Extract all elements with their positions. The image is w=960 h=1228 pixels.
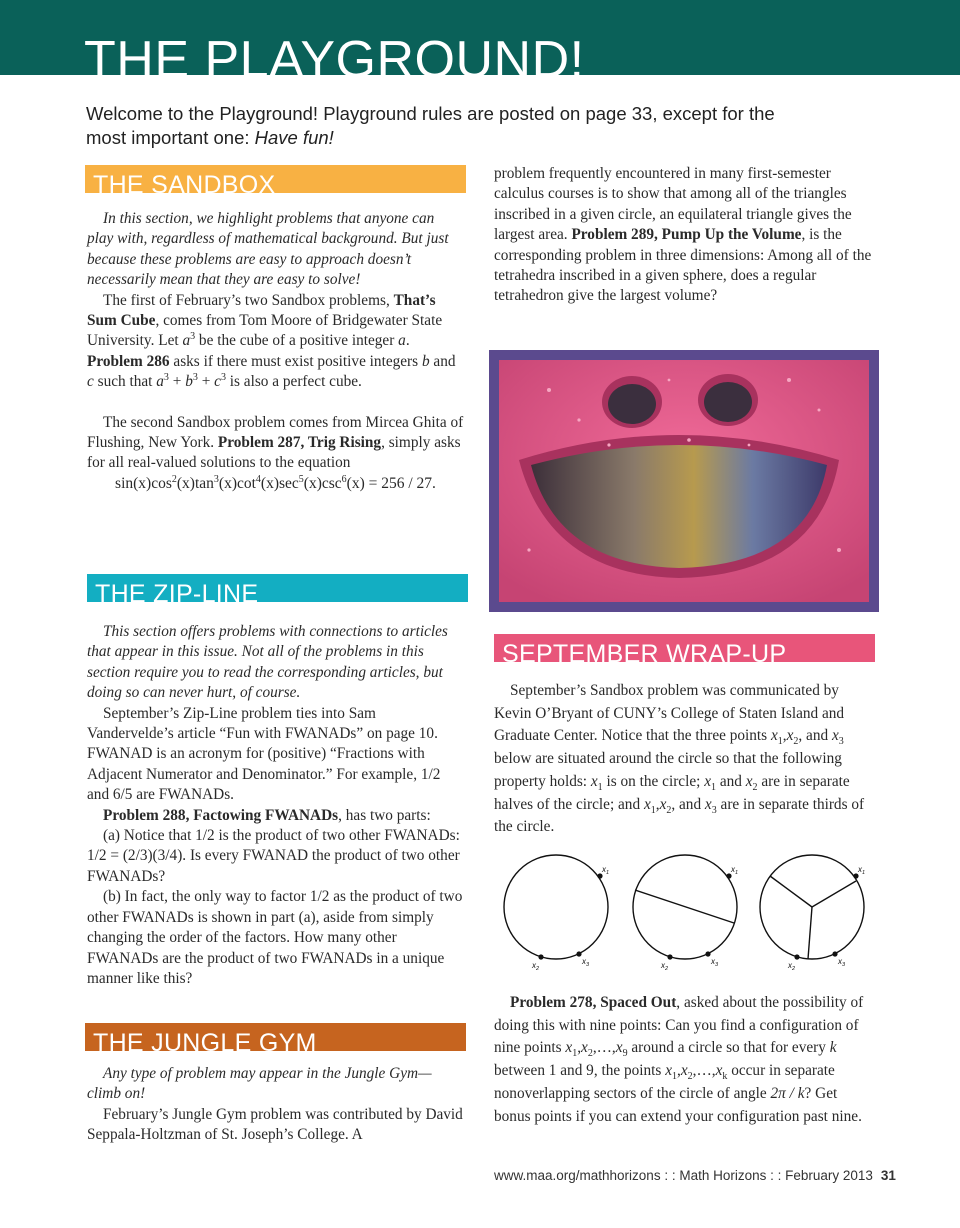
label-x2-c: $x_2$: [788, 961, 796, 972]
wrapup-heading-bar: [494, 634, 875, 662]
zipline-heading-bar: [87, 574, 468, 602]
page-title: THE PLAYGROUND!: [84, 31, 585, 78]
problem-289-paragraph: problem frequently encountered in many first-semester calculus courses is to show that among all of the triangles inscribed in a given circle, an equilateral triangle gives the largest area. Problem 289, Pump Up the Volume, is the corresponding problem in three dimensions: Among all of the tetrahedra inscribed in a given sphere, does a regular tetrahedron give the largest volume?: [494, 165, 872, 305]
right-eye: [704, 382, 752, 422]
junglegym-column: [87, 1064, 464, 1146]
halves-divider: [635, 890, 734, 923]
junglegym-heading: THE JUNGLE GYM: [93, 1029, 317, 1051]
smiley-photo-image: [489, 350, 879, 612]
thirds-divider-3: [808, 907, 812, 959]
junglegym-paragraph: February’s Jungle Gym problem was contributed by David Seppala-Holtzman of St. Joseph’s College. A: [87, 1105, 463, 1144]
footer-text: www.maa.org/mathhorizons : : Math Horizons : : February 2013: [494, 1168, 873, 1183]
smiley-photo: [489, 350, 879, 612]
label-x2-b: $x_2$: [661, 961, 669, 972]
circle-one: [504, 855, 608, 959]
label-x1-c: $x_1$: [858, 865, 866, 876]
label-x3-a: $x_3$: [582, 957, 590, 968]
zipline-paragraph: September’s Zip-Line problem ties into Sam Vandervelde’s article “Fun with FWANADs” on page 10. FWANAD is an acronym for (positive) “Fractions with Adjacent Numerator and Denominator.” For example, 1/2 and 6/5 are FWANADs.: [87, 704, 441, 804]
sandbox-heading: THE SANDBOX: [93, 171, 276, 193]
intro-emphasis: Have fun!: [254, 127, 334, 148]
label-x3-c: $x_3$: [838, 957, 846, 968]
zipline-column: [87, 622, 464, 989]
sandbox-note: In this section, we highlight problems that anyone can play with, regardless of mathematical background. But just because these problems are easy to approach doesn’t necessarily mean that they are easy to solve!: [87, 210, 449, 289]
wrapup-heading: SEPTEMBER WRAP-UP: [502, 640, 787, 662]
label-x3-b: $x_3$: [711, 957, 719, 968]
label-x1-a: $x_1$: [602, 865, 610, 876]
pump-up-volume-column: [494, 164, 872, 307]
page-number: 31: [880, 1168, 896, 1183]
zipline-part-b: (b) In fact, the only way to factor 1/2 as the product of two other FWANADs is shown in part (a), aside from simply changing the order of the factors. How many other FWANADs are the product of two FWANADs in a unique manner like this?: [87, 888, 463, 987]
sandbox-heading-bar: [85, 165, 466, 193]
junglegym-heading-bar: [85, 1023, 466, 1051]
thirds-divider-2: [812, 881, 856, 907]
intro-text: Welcome to the Playground! Playground rules are posted on page 33, except for the most important one:: [86, 103, 775, 148]
sandbox-problem-286: The first of February’s two Sandbox problems, That’s Sum Cube, comes from Tom Moore of Bridgewater State University. Let $a^3$ be the cube of a positive integer a. Problem 286 asks if there must exist positive integers b and c such that $a^3 + b^3 + c^3$ is also a perfect cube.: [87, 291, 456, 391]
zipline-heading: THE ZIP-LINE: [95, 580, 259, 602]
wrapup-paragraph: September’s Sandbox problem was communicated by Kevin O’Bryant of CUNY’s College of Staten Island and Graduate Center. Notice that the three points $x_1,x_2$, and $x_3$ below are situated around the circle so that the following property holds: $x_1$ is on the circle; $x_1$ and $x_2$ are in separate halves of the circle; and $x_1,x_2$, and $x_3$ are in separate thirds of the circle.: [494, 682, 865, 836]
wrapup-column: [494, 680, 874, 839]
zipline-note: This section offers problems with connections to articles that appear in this issue. Not all of the problems in this section require you to read the corresponding articles, but doing so can never hurt, of course.: [87, 623, 448, 702]
left-eye: [608, 384, 656, 424]
thirds-divider-1: [770, 876, 812, 907]
sandbox-problem-287: The second Sandbox problem comes from Mircea Ghita of Flushing, New York. Problem 287, Trig Rising, simply asks for all real-valued solutions to the equation: [87, 413, 464, 472]
sandbox-column: [87, 209, 464, 494]
page-footer: [494, 1168, 896, 1183]
label-x1-b: $x_1$: [731, 865, 739, 876]
circle-diagrams: [494, 852, 874, 977]
label-x2-a: $x_2$: [532, 961, 540, 972]
zipline-problem-288: Problem 288, Factowing FWANADs, has two parts:: [103, 806, 431, 824]
trig-equation: $\sin(x)\cos^2(x)\tan^3(x)\cot^4(x)\sec^5(x)\csc^6(x) = 256 / 27$.: [115, 473, 436, 492]
intro-paragraph: [86, 102, 786, 150]
circle-diagrams-svg: [494, 852, 874, 977]
problem-278-column: [494, 992, 874, 1128]
zipline-part-a: (a) Notice that 1/2 is the product of two other FWANADs: 1/2 = (2/3)(3/4). Is every FWANAD the product of two other FWANADs?: [87, 827, 460, 885]
problem-278-paragraph: Problem 278, Spaced Out, asked about the possibility of doing this with nine points: Can you find a configuration of nine points $x_1,x_2,\dots,x_9$ around a circle so that for every k between 1 and 9, the points $x_1,x_2,\dots,x_k$ occur in separate nonoverlapping sectors of the circle of angle 2π / k? Get bonus points if you can extend your configuration past nine.: [494, 994, 864, 1125]
junglegym-note: Any type of problem may appear in the Jungle Gym—climb on!: [87, 1065, 432, 1103]
